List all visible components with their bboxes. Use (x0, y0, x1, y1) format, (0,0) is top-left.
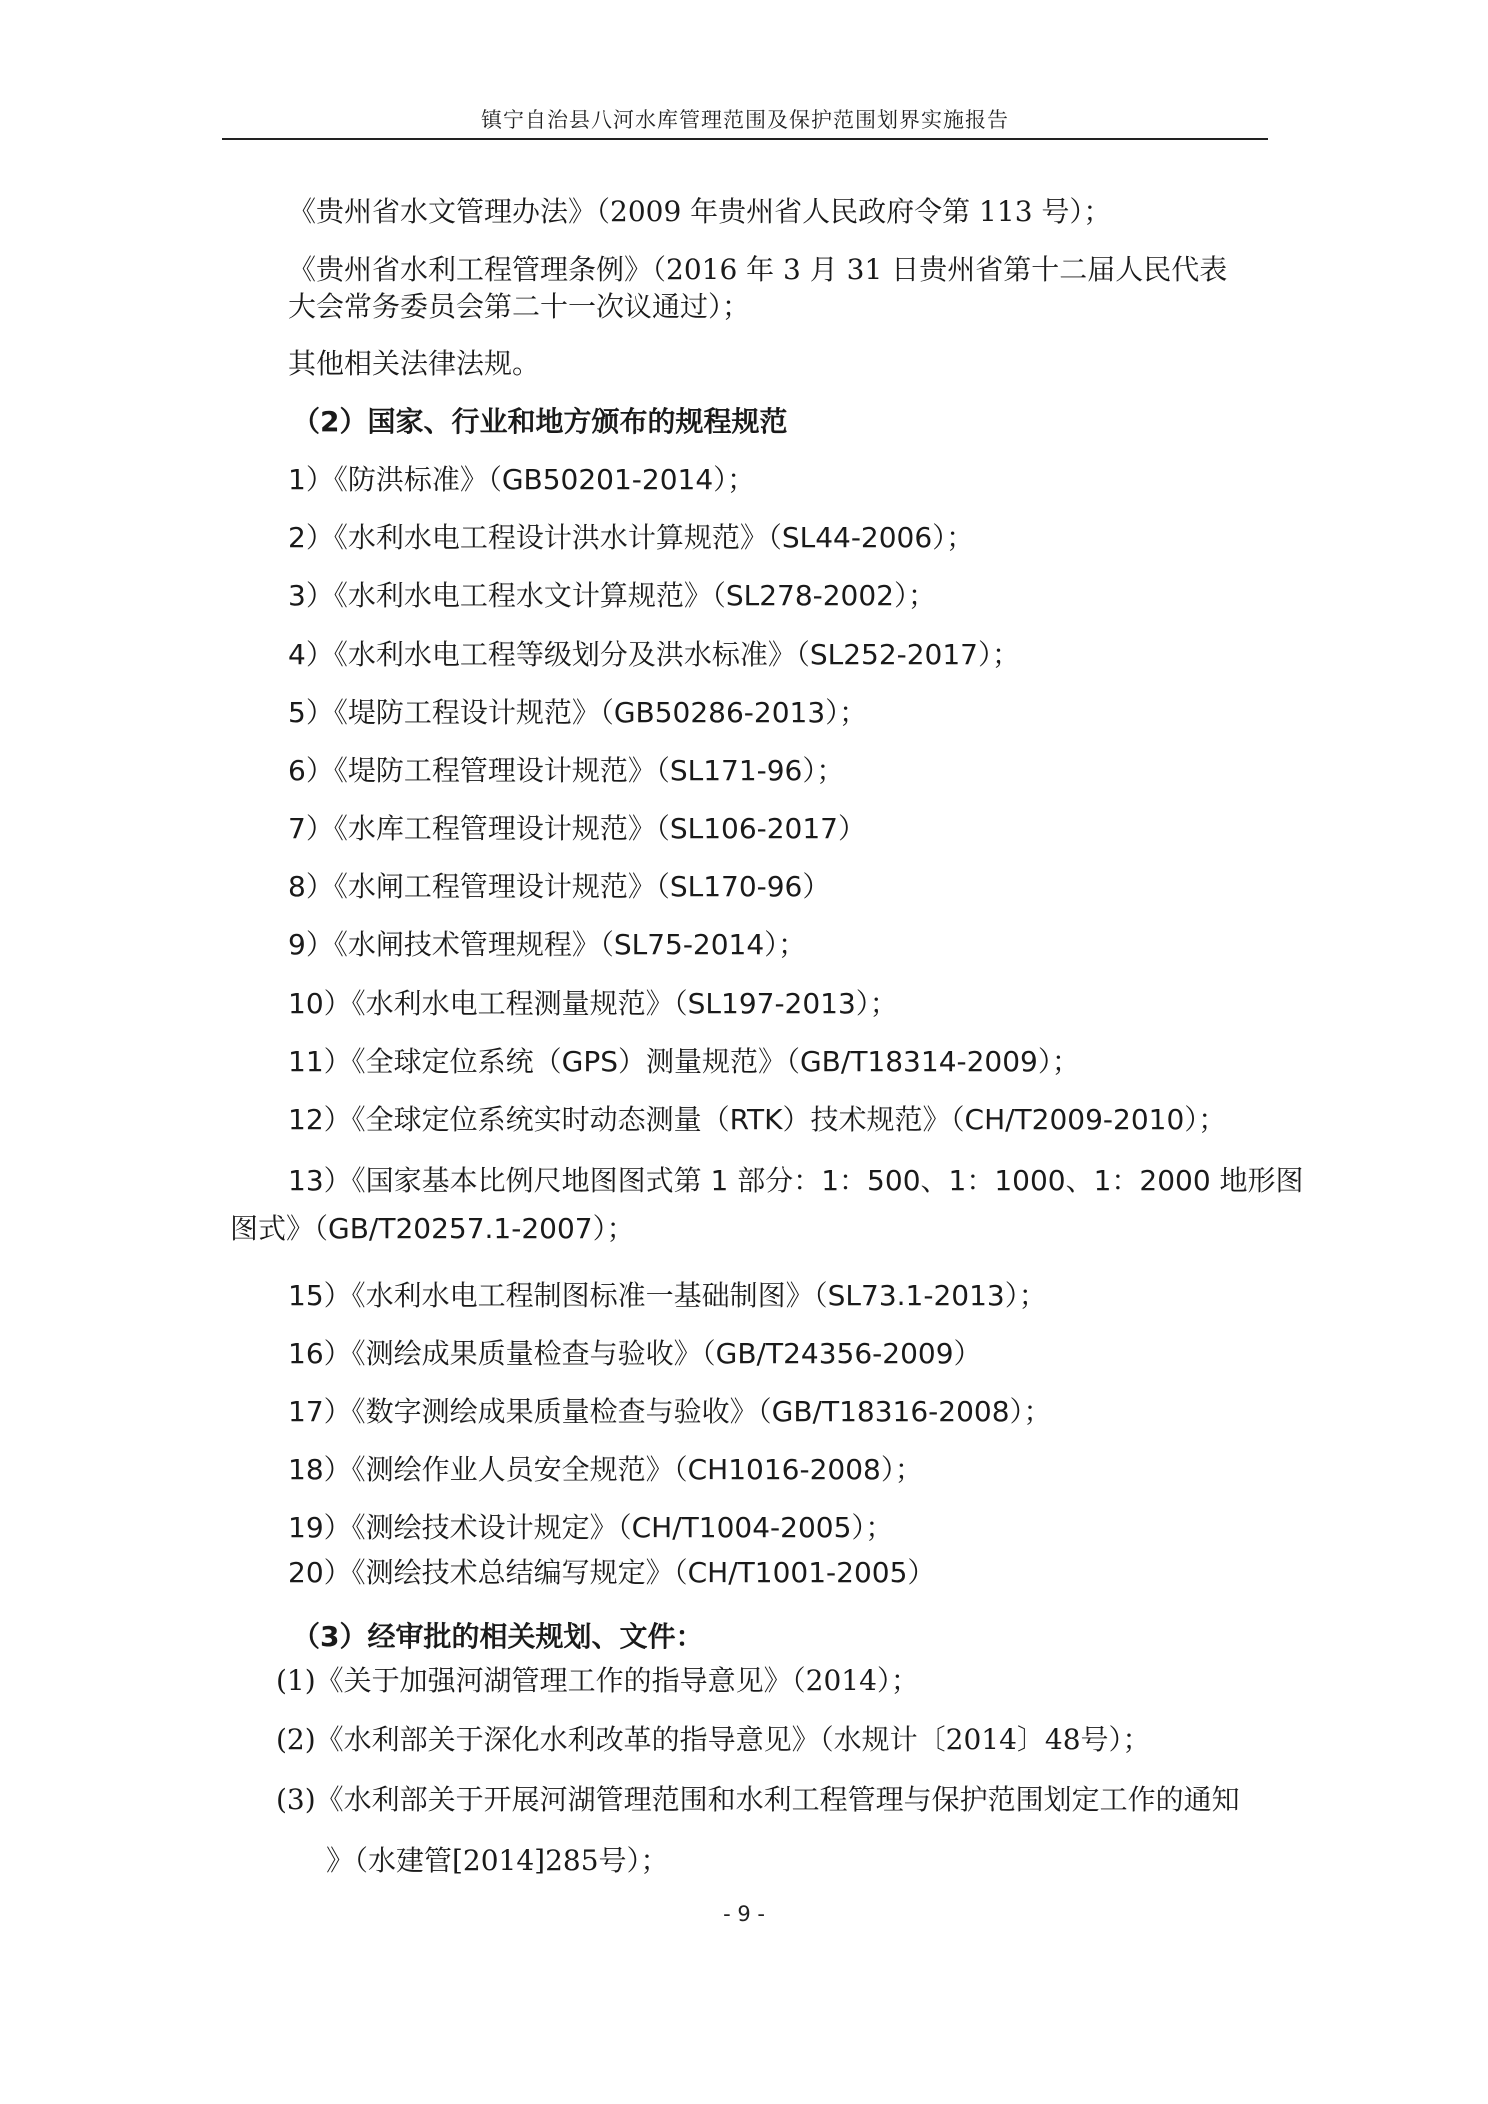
standard-item: 10）《水利水电工程测量规范》（SL197-2013）； (288, 987, 898, 1020)
document-item: (1)《关于加强河湖管理工作的指导意见》（2014）； (276, 1664, 919, 1697)
section-heading-documents: （3）经审批的相关规划、文件： (292, 1620, 704, 1653)
law-item-continuation: 大会常务委员会第二十一次议通过）； (288, 290, 751, 323)
standard-item: 5）《堤防工程设计规范》（GB50286-2013）； (288, 696, 868, 729)
document-item-continuation: 》（水建管[2014]285号）； (326, 1844, 669, 1877)
standard-item: 18）《测绘作业人员安全规范》（CH1016-2008）； (288, 1453, 923, 1486)
law-item: 《贵州省水利工程管理条例》（2016 年 3 月 31 日贵州省第十二届人民代表 (288, 253, 1228, 286)
standard-item: 7）《水库工程管理设计规范》（SL106-2017） (288, 812, 866, 845)
standard-item: 2）《水利水电工程设计洪水计算规范》（SL44-2006）； (288, 521, 975, 554)
standard-item: 16）《测绘成果质量检查与验收》（GB/T24356-2009） (288, 1337, 982, 1370)
standard-item: 4）《水利水电工程等级划分及洪水标准》（SL252-2017）； (288, 638, 1020, 671)
standard-item: 1）《防洪标准》（GB50201-2014）； (288, 463, 756, 496)
page-number: - 9 - (723, 1902, 765, 1926)
standard-item: 6）《堤防工程管理设计规范》（SL171-96）； (288, 754, 845, 787)
standard-item-continuation: 图式》（GB/T20257.1-2007）； (230, 1212, 635, 1245)
standard-item: 11）《全球定位系统（GPS）测量规范》（GB/T18314-2009）； (288, 1045, 1080, 1078)
document-item: (2)《水利部关于深化水利改革的指导意见》（水规计〔2014〕48号）； (276, 1723, 1151, 1756)
standard-item: 3）《水利水电工程水文计算规范》（SL278-2002）； (288, 579, 936, 612)
section-heading-standards: （2）国家、行业和地方颁布的规程规范 (292, 405, 788, 438)
standard-item: 17）《数字测绘成果质量检查与验收》（GB/T18316-2008）； (288, 1395, 1052, 1428)
running-header: 镇宁自治县八河水库管理范围及保护范围划界实施报告 (481, 108, 1009, 132)
standard-item: 8）《水闸工程管理设计规范》（SL170-96） (288, 870, 831, 903)
standard-item: 12）《全球定位系统实时动态测量（RTK）技术规范》（CH/T2009-2010）； (288, 1103, 1227, 1136)
header-divider (222, 138, 1268, 140)
document-item: (3)《水利部关于开展河湖管理范围和水利工程管理与保护范围划定工作的通知 (276, 1783, 1240, 1816)
standard-item: 13）《国家基本比例尺地图图式第 1 部分：1：500、1：1000、1：2000 地形图 (288, 1164, 1304, 1197)
law-item: 《贵州省水文管理办法》（2009 年贵州省人民政府令第 113 号）； (288, 195, 1112, 228)
standard-item: 20）《测绘技术总结编写规定》（CH/T1001-2005） (288, 1556, 936, 1589)
standard-item: 19）《测绘技术设计规定》（CH/T1004-2005）； (288, 1511, 894, 1544)
standard-item: 15）《水利水电工程制图标准一基础制图》（SL73.1-2013）； (288, 1279, 1047, 1312)
standard-item: 9）《水闸技术管理规程》（SL75-2014）； (288, 928, 807, 961)
law-item: 其他相关法律法规。 (288, 347, 541, 380)
